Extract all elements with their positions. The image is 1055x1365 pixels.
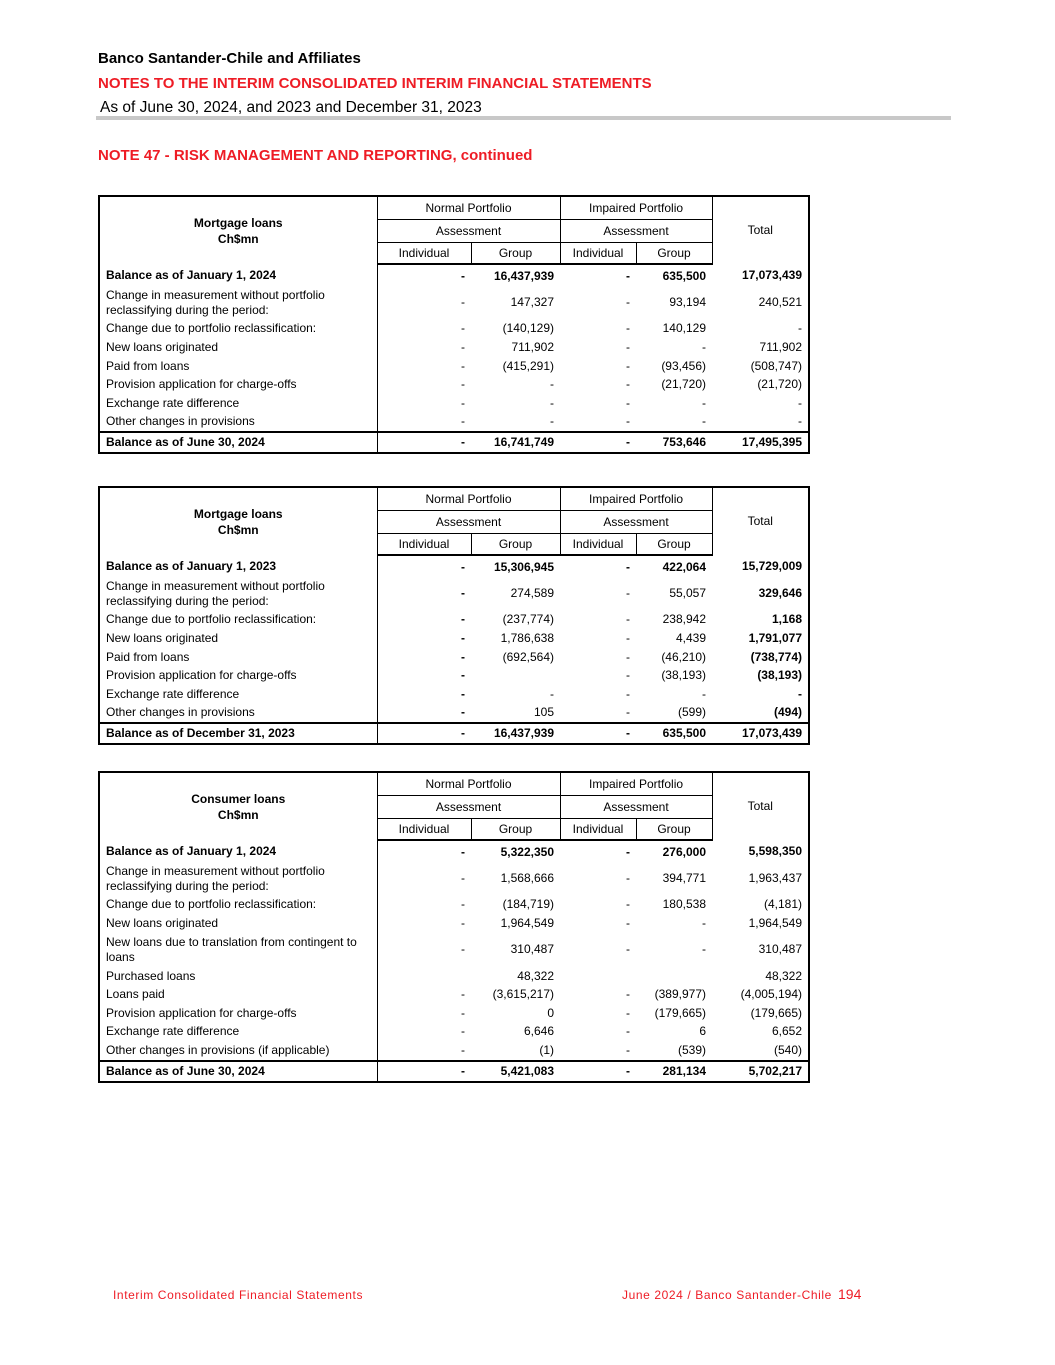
row-value: - [626, 686, 630, 701]
row-value: - [626, 915, 630, 930]
notes-title: NOTES TO THE INTERIM CONSOLIDATED INTERIM FINANCIAL STATEMENTS [98, 75, 652, 92]
row-value: - [702, 414, 707, 429]
row-value: 276,000 [662, 844, 707, 859]
row-value [636, 967, 712, 986]
individual-header: Individual [377, 819, 471, 841]
row-value: - [550, 395, 554, 410]
total-value: 281,134 [636, 1061, 712, 1082]
row-value: - [461, 358, 465, 373]
row-label: New loans originated [99, 914, 377, 933]
row-value: - [626, 559, 630, 574]
row-value: - [461, 915, 465, 930]
table-row [99, 611, 809, 630]
row-value: - [461, 844, 465, 859]
row-value: (1) [539, 1042, 554, 1057]
row-label: Change due to portfolio reclassification: [99, 896, 377, 915]
row-value: - [798, 686, 803, 701]
table-row [99, 933, 809, 967]
row-value: 180,538 [662, 897, 707, 912]
row-value: - [626, 295, 630, 310]
table-row [99, 577, 809, 611]
table-row [99, 685, 809, 704]
row-value: - [626, 586, 630, 601]
assessment-header: Assessment [377, 511, 560, 534]
table-row [99, 914, 809, 933]
row-value: (237,774) [502, 612, 554, 627]
row-value: - [461, 1042, 465, 1057]
row-value: - [626, 844, 630, 859]
row-value: - [461, 686, 465, 701]
total-header: Total [747, 514, 773, 528]
assessment-header: Assessment [560, 796, 712, 819]
total-value: - [377, 432, 471, 453]
row-value: - [702, 686, 707, 701]
normal-portfolio-header: Normal Portfolio [377, 196, 560, 220]
row-value: 1,791,077 [748, 630, 803, 645]
row-value: (508,747) [750, 358, 803, 373]
row-label: Balance as of January 1, 2024 [99, 840, 377, 862]
total-value: 5,421,083 [471, 1061, 560, 1082]
row-value: (3,615,217) [492, 987, 554, 1002]
row-value: (93,456) [661, 358, 707, 373]
row-value: 711,902 [511, 339, 554, 354]
total-value: - [560, 723, 636, 744]
table-row [99, 1041, 809, 1061]
total-value: 753,646 [636, 432, 712, 453]
row-value: (38,193) [757, 668, 803, 683]
individual-header: Individual [560, 534, 636, 556]
table-row [99, 375, 809, 394]
row-label: Provision application for charge-offs [99, 1004, 377, 1023]
row-value: (389,977) [654, 987, 707, 1002]
company-name: Banco Santander-Chile and Affiliates [98, 50, 361, 67]
row-value: 711,902 [759, 339, 803, 354]
row-value: - [702, 395, 707, 410]
row-value: - [461, 649, 465, 664]
row-value: 147,327 [510, 295, 554, 310]
row-value: 15,306,945 [493, 559, 554, 574]
row-label: Paid from loans [99, 648, 377, 667]
group-header: Group [636, 819, 712, 841]
impaired-portfolio-header: Impaired Portfolio [560, 196, 712, 220]
row-value: (599) [678, 705, 707, 720]
row-value: (38,193) [661, 668, 707, 683]
row-label: Change due to portfolio reclassification: [99, 611, 377, 630]
row-value: - [798, 321, 803, 336]
row-value: 5,598,350 [748, 844, 803, 859]
table-title-line1: Mortgage loans [193, 506, 283, 521]
table-row [99, 286, 809, 320]
row-value: (140,129) [502, 321, 554, 336]
row-value: 6 [699, 1024, 707, 1039]
row-value [377, 967, 471, 986]
row-value: 6,652 [771, 1024, 803, 1039]
row-value: - [626, 612, 630, 627]
row-value: 394,771 [662, 871, 707, 886]
row-value: - [461, 987, 465, 1002]
assessment-header: Assessment [560, 220, 712, 243]
row-value: - [461, 321, 465, 336]
row-value: 0 [547, 1005, 554, 1020]
table-row [99, 394, 809, 413]
total-label: Balance as of December 31, 2023 [99, 723, 377, 744]
header-divider [96, 116, 951, 120]
row-value: (46,210) [661, 649, 707, 664]
page-number: 194 [838, 1286, 862, 1302]
row-value: - [461, 268, 465, 283]
row-label: New loans originated [99, 629, 377, 648]
total-row [99, 432, 809, 453]
row-label: Loans paid [99, 985, 377, 1004]
row-value: - [550, 414, 554, 429]
row-label: Change in measurement without portfolio reclassifying during the period: [99, 577, 377, 611]
row-value: 1,964,549 [748, 915, 803, 930]
loan-table [98, 195, 810, 454]
row-value: - [626, 377, 630, 392]
row-value: (184,719) [502, 897, 554, 912]
row-value: - [461, 339, 465, 354]
impaired-portfolio-header: Impaired Portfolio [560, 487, 712, 511]
table-row [99, 985, 809, 1004]
table-row [99, 1004, 809, 1023]
individual-header: Individual [560, 243, 636, 265]
row-value: - [461, 630, 465, 645]
table-row [99, 555, 809, 577]
row-value: - [626, 705, 630, 720]
total-header: Total [747, 223, 773, 237]
row-value: - [461, 414, 465, 429]
table-row [99, 413, 809, 433]
table-row [99, 338, 809, 357]
total-value: - [377, 1061, 471, 1082]
row-label: New loans originated [99, 338, 377, 357]
row-value: - [626, 649, 630, 664]
table-title-line2: Ch$mn [217, 522, 259, 537]
row-value: 15,729,009 [741, 559, 803, 574]
table-title [99, 772, 377, 840]
row-value: (4,005,194) [740, 987, 803, 1002]
row-label: Paid from loans [99, 357, 377, 376]
row-value: - [461, 942, 465, 957]
total-value: 5,702,217 [712, 1061, 809, 1082]
note-title: NOTE 47 - RISK MANAGEMENT AND REPORTING, continued [98, 147, 533, 164]
total-label: Balance as of June 30, 2024 [99, 1061, 377, 1082]
group-header: Group [471, 819, 560, 841]
row-value: 17,073,439 [741, 268, 803, 283]
row-value: - [626, 1042, 630, 1057]
table-title-line2: Ch$mn [217, 231, 259, 246]
table-row [99, 862, 809, 896]
row-value: 1,964,549 [500, 915, 554, 930]
row-value: - [461, 612, 465, 627]
row-value: (494) [774, 705, 803, 720]
group-header: Group [471, 534, 560, 556]
table-title-line2: Ch$mn [217, 807, 259, 822]
row-value: - [626, 414, 630, 429]
table-row [99, 357, 809, 376]
row-label: Exchange rate difference [99, 394, 377, 413]
row-value: 1,963,437 [748, 871, 803, 886]
row-value: 105 [533, 705, 554, 720]
row-value: (4,181) [763, 897, 803, 912]
row-value: - [626, 358, 630, 373]
assessment-header: Assessment [377, 220, 560, 243]
row-value: (179,665) [654, 1005, 707, 1020]
row-value: - [626, 1005, 630, 1020]
row-value: - [461, 897, 465, 912]
row-value: 5,322,350 [500, 844, 554, 859]
row-value: (21,720) [661, 377, 707, 392]
table-row [99, 264, 809, 286]
footer-left: Interim Consolidated Financial Statements [113, 1288, 364, 1302]
row-value: - [626, 668, 630, 683]
row-value: - [461, 586, 465, 601]
row-value: - [626, 1024, 630, 1039]
table-title [99, 196, 377, 264]
row-label: New loans due to translation from contingent to loans [99, 933, 377, 967]
total-value: 17,073,439 [712, 723, 809, 744]
row-value: - [626, 987, 630, 1002]
table-row [99, 967, 809, 986]
row-value: 140,129 [662, 321, 707, 336]
assessment-header: Assessment [560, 511, 712, 534]
row-value: 274,589 [510, 586, 554, 601]
row-label: Purchased loans [99, 967, 377, 986]
row-value: (179,665) [750, 1005, 803, 1020]
row-value: 93,194 [669, 295, 707, 310]
row-value: - [550, 686, 554, 701]
total-label: Balance as of June 30, 2024 [99, 432, 377, 453]
row-value: - [461, 871, 465, 886]
table-row [99, 704, 809, 724]
loan-table [98, 771, 810, 1083]
row-value: - [626, 897, 630, 912]
loan-table [98, 486, 810, 745]
row-label: Other changes in provisions [99, 704, 377, 724]
row-value: - [626, 321, 630, 336]
row-value: 310,487 [758, 942, 803, 957]
row-value: 240,521 [758, 295, 803, 310]
row-value: (540) [774, 1042, 803, 1057]
total-header: Total [747, 799, 773, 813]
total-value: - [377, 723, 471, 744]
total-value: 635,500 [636, 723, 712, 744]
row-value: - [626, 942, 630, 957]
row-value: 238,942 [662, 612, 707, 627]
footer-right: June 2024 / Banco Santander-Chile [622, 1288, 832, 1302]
assessment-header: Assessment [377, 796, 560, 819]
row-value: 1,786,638 [500, 630, 554, 645]
table-row [99, 648, 809, 667]
row-label: Exchange rate difference [99, 685, 377, 704]
row-value: (738,774) [750, 649, 803, 664]
row-value: (539) [678, 1042, 707, 1057]
row-value: - [626, 339, 630, 354]
total-value: 17,495,395 [712, 432, 809, 453]
group-header: Group [471, 243, 560, 265]
row-value: - [798, 395, 803, 410]
row-value: 1,568,666 [500, 871, 554, 886]
row-value: - [461, 559, 465, 574]
table-title-line1: Consumer loans [191, 791, 286, 806]
as-of-date: As of June 30, 2024, and 2023 and December 31, 2023 [100, 99, 482, 116]
row-value: - [461, 1024, 465, 1039]
row-label: Balance as of January 1, 2024 [99, 264, 377, 286]
row-label: Change in measurement without portfolio reclassifying during the period: [99, 286, 377, 320]
group-header: Group [636, 243, 712, 265]
row-label: Change due to portfolio reclassification: [99, 320, 377, 339]
row-label: Other changes in provisions [99, 413, 377, 433]
group-header: Group [636, 534, 712, 556]
total-row [99, 723, 809, 744]
row-label: Other changes in provisions (if applicable) [99, 1041, 377, 1061]
row-value: - [626, 395, 630, 410]
row-value: - [798, 414, 803, 429]
row-value: 16,437,939 [493, 268, 554, 283]
table-row [99, 896, 809, 915]
row-value: 329,646 [758, 586, 803, 601]
row-label: Change in measurement without portfolio reclassifying during the period: [99, 862, 377, 896]
individual-header: Individual [377, 534, 471, 556]
row-value: - [461, 668, 465, 683]
total-value: 16,437,939 [471, 723, 560, 744]
table-row [99, 320, 809, 339]
total-row [99, 1061, 809, 1082]
row-value: 635,500 [662, 268, 707, 283]
row-value: - [702, 942, 707, 957]
row-value: 55,057 [669, 586, 707, 601]
row-value: 1,168 [771, 612, 803, 627]
impaired-portfolio-header: Impaired Portfolio [560, 772, 712, 796]
row-label: Balance as of January 1, 2023 [99, 555, 377, 577]
row-label: Provision application for charge-offs [99, 666, 377, 685]
individual-header: Individual [377, 243, 471, 265]
row-value: 422,064 [662, 559, 707, 574]
normal-portfolio-header: Normal Portfolio [377, 487, 560, 511]
row-value: - [461, 1005, 465, 1020]
total-value: - [560, 432, 636, 453]
row-label: Exchange rate difference [99, 1023, 377, 1042]
row-value: - [461, 377, 465, 392]
individual-header: Individual [560, 819, 636, 841]
table-title-line1: Mortgage loans [193, 215, 283, 230]
row-value: - [461, 705, 465, 720]
row-label: Provision application for charge-offs [99, 375, 377, 394]
total-value: 16,741,749 [471, 432, 560, 453]
row-value: - [626, 268, 630, 283]
row-value [471, 666, 560, 685]
row-value: (21,720) [757, 377, 803, 392]
row-value: - [461, 395, 465, 410]
row-value: - [461, 295, 465, 310]
table-title [99, 487, 377, 555]
row-value: 310,487 [510, 942, 554, 957]
table-row [99, 629, 809, 648]
table-row [99, 840, 809, 862]
row-value: 48,322 [517, 968, 554, 983]
row-value: - [626, 871, 630, 886]
total-value: - [560, 1061, 636, 1082]
row-value: - [702, 339, 707, 354]
row-value: 4,439 [675, 630, 707, 645]
row-value [560, 967, 636, 986]
row-value: (415,291) [502, 358, 554, 373]
normal-portfolio-header: Normal Portfolio [377, 772, 560, 796]
row-value: - [702, 915, 707, 930]
row-value: - [626, 630, 630, 645]
table-row [99, 1023, 809, 1042]
row-value: 48,322 [765, 968, 803, 983]
row-value: (692,564) [502, 649, 554, 664]
row-value: - [550, 377, 554, 392]
table-row [99, 666, 809, 685]
row-value: 6,646 [523, 1024, 554, 1039]
